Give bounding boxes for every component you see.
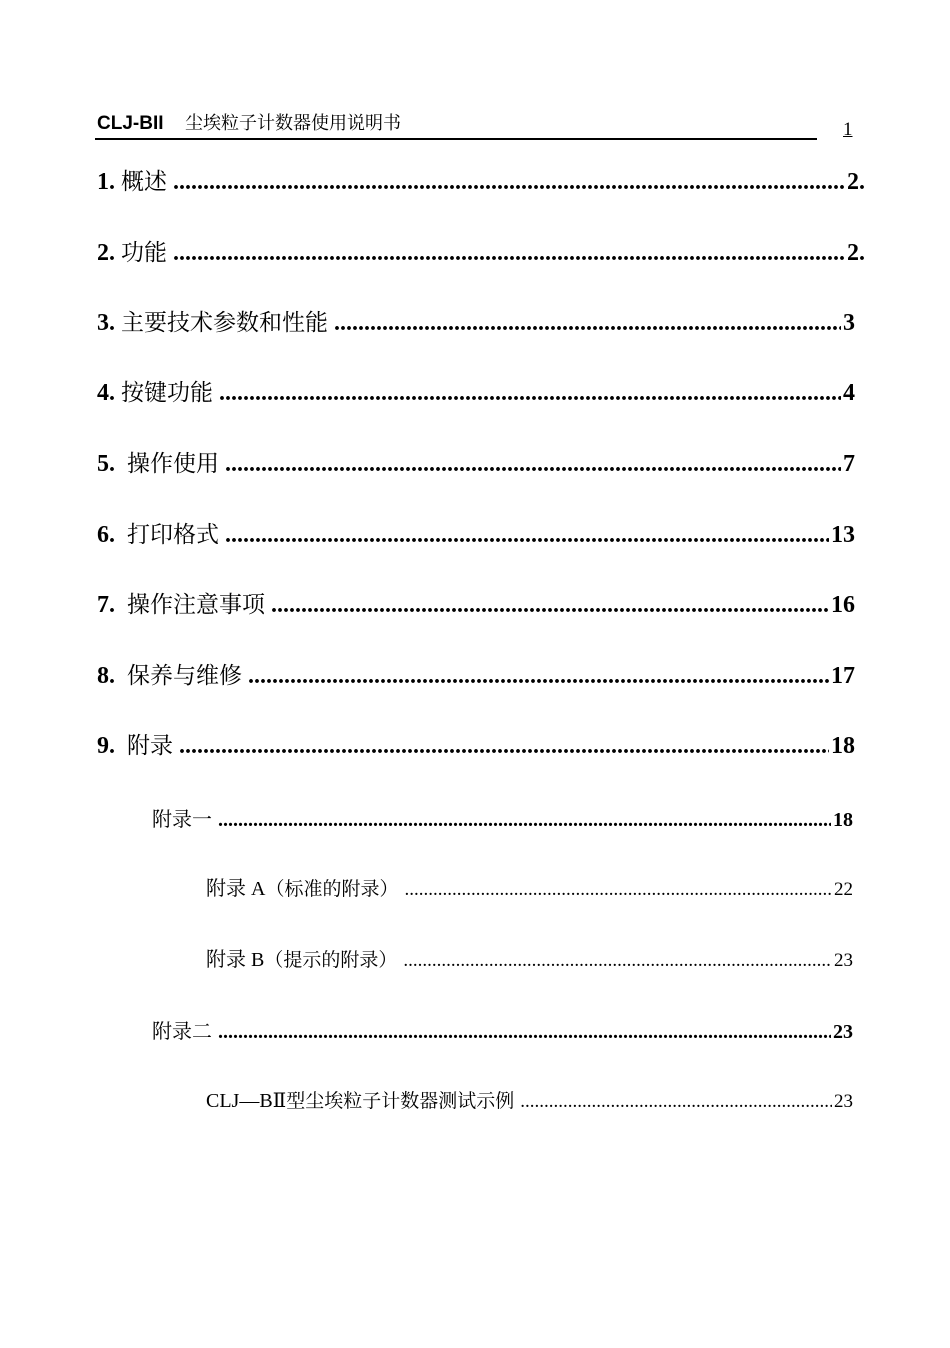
toc-entry-page: 23: [834, 1091, 853, 1112]
toc-entry-title: 操作注意事项: [127, 592, 265, 618]
dot-leader: [404, 875, 832, 904]
toc-entry-title-rest: 型尘埃粒子计数器测试示例: [286, 1090, 515, 1112]
toc-entry-number: 9.: [97, 733, 115, 759]
dot-leader: [225, 447, 841, 481]
dot-leader: [218, 1017, 831, 1046]
dot-leader: [248, 659, 829, 693]
page-number: 1: [843, 119, 853, 140]
toc-entry-page: 22: [834, 879, 853, 900]
toc-entry-page: 3: [843, 310, 855, 336]
toc-entry-test-example[interactable]: [206, 1086, 853, 1116]
toc-entry-title: 附录一: [152, 807, 212, 831]
toc-entry-appendix-two[interactable]: [152, 1016, 853, 1046]
toc-entry-page: 7: [843, 451, 855, 477]
toc-entry-number: 4.: [97, 380, 115, 406]
header-product-code: CLJ-BII: [97, 113, 164, 134]
toc-entry-title: 主要技术参数和性能: [121, 310, 328, 336]
toc-entry-title: 功能: [121, 240, 167, 266]
toc-entry-number: 2.: [97, 240, 115, 266]
toc-entry-title: 概述: [121, 169, 167, 195]
toc-entry-page: 4: [843, 380, 855, 406]
toc-entry-appendix-b[interactable]: [206, 945, 853, 975]
dot-leader: [218, 805, 831, 834]
toc-entry-precautions[interactable]: [97, 588, 855, 622]
toc-entry-appendix-a[interactable]: [206, 874, 853, 904]
toc-entry-page: 23: [833, 1021, 853, 1043]
toc-entry-number: 7.: [97, 592, 115, 618]
dot-leader: [219, 376, 841, 410]
toc-entry-title-prefix: CLJ—BⅡ: [206, 1090, 287, 1112]
dot-leader: [271, 588, 829, 622]
toc-entry-page: 16: [831, 592, 855, 618]
dot-leader: [225, 518, 829, 552]
toc-entry-title-prefix: 附录 B: [206, 949, 265, 971]
toc-entry-number: 8.: [97, 663, 115, 689]
toc-entry-number: 5.: [97, 451, 115, 477]
header-document-title: 尘埃粒子计数器使用说明书: [185, 113, 401, 134]
dot-leader: [179, 729, 829, 763]
toc-entry-page: 13: [831, 522, 855, 548]
toc-entry-page: 18: [833, 809, 853, 831]
toc-entry-title-rest: （标准的附录）: [265, 878, 399, 900]
toc-entry-title: 打印格式: [127, 522, 219, 548]
toc-entry-title: 保养与维修: [127, 663, 242, 689]
toc-entry-page: 17: [831, 663, 855, 689]
toc-entry-functions[interactable]: [97, 236, 865, 270]
toc-entry-title: 操作使用: [127, 451, 219, 477]
dot-leader: [334, 306, 841, 340]
dot-leader: [520, 1087, 832, 1116]
toc-entry-title-rest: （提示的附录）: [264, 949, 398, 971]
toc-entry-appendix-one[interactable]: [152, 804, 853, 834]
toc-entry-number: 6.: [97, 522, 115, 548]
toc-entry-appendix[interactable]: [97, 729, 855, 763]
toc-entry-title-prefix: 附录 A: [206, 878, 266, 900]
toc-entry-title: 附录: [127, 733, 173, 759]
toc-entry-specs[interactable]: [97, 306, 855, 340]
toc-entry-page: 2.: [847, 240, 865, 266]
toc-entry-number: 1.: [97, 169, 115, 195]
dot-leader: [403, 946, 832, 975]
toc-entry-overview[interactable]: [97, 165, 865, 199]
toc-entry-keys[interactable]: [97, 376, 855, 410]
dot-leader: [173, 236, 845, 270]
dot-leader: [173, 165, 845, 199]
toc-entry-page: 23: [834, 950, 853, 971]
toc-entry-page: 18: [831, 733, 855, 759]
toc-entry-print-format[interactable]: [97, 518, 855, 552]
toc-entry-title: 附录二: [152, 1019, 212, 1043]
toc-entry-title: 按键功能: [121, 380, 213, 406]
toc-entry-maintenance[interactable]: [97, 659, 855, 693]
toc-entry-number: 3.: [97, 310, 115, 336]
toc-entry-page: 2.: [847, 169, 865, 195]
toc-entry-operation[interactable]: [97, 447, 855, 481]
